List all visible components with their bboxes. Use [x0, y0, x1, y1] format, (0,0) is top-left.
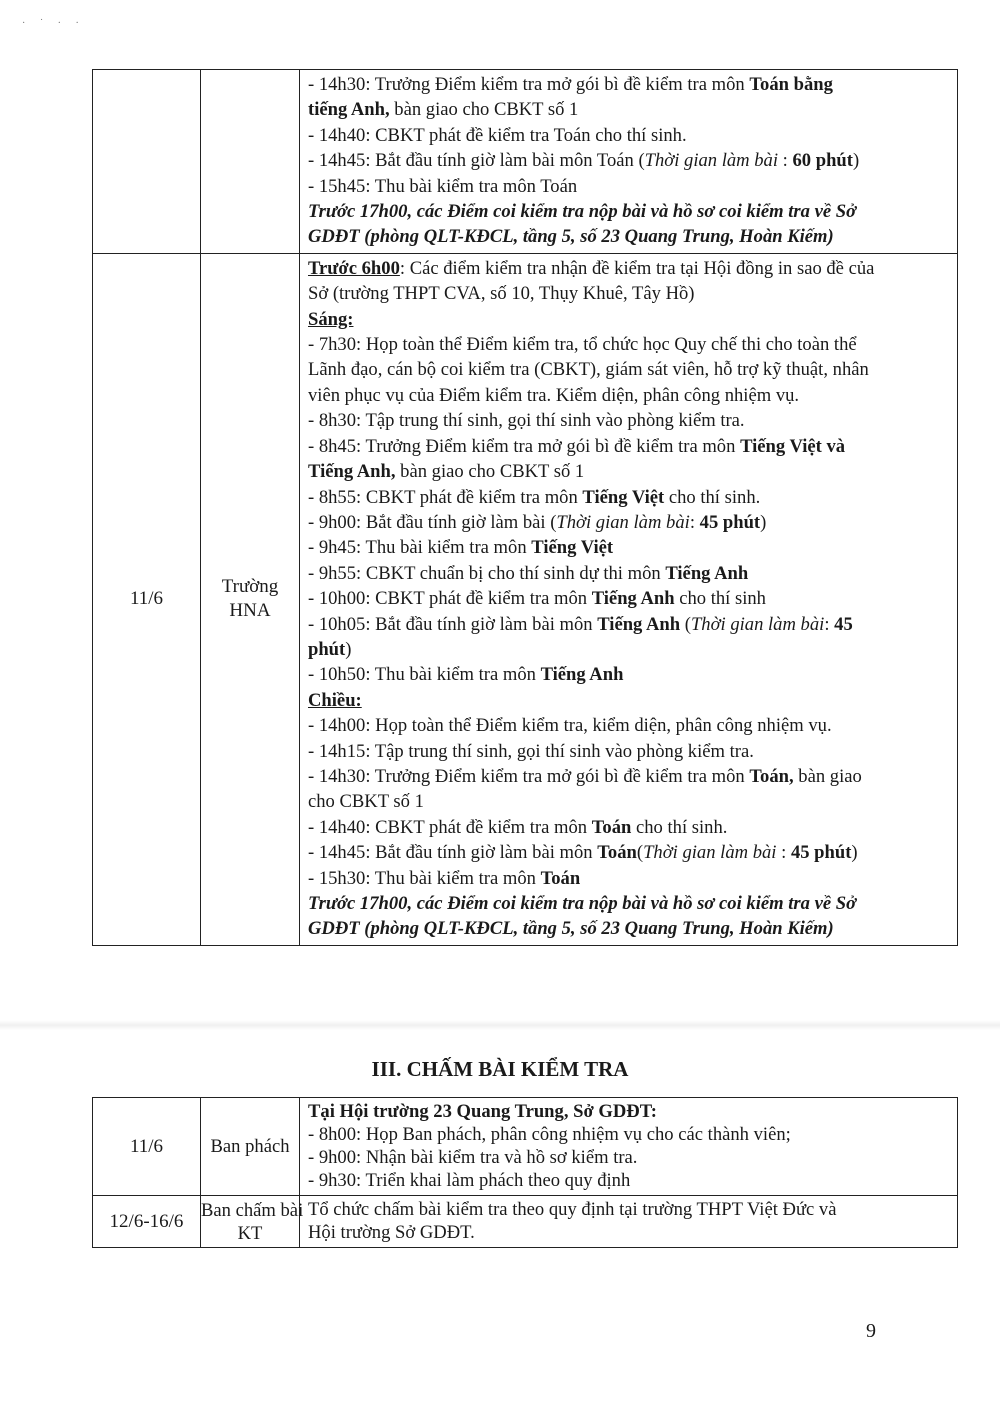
text-run: - 14h00: Họp toàn thể Điểm kiểm tra, kiểm diện, phân công nhiệm vụ. — [308, 715, 832, 737]
text-run: - 14h15: Tập trung thí sinh, gọi thí sinh vào phòng kiểm tra. — [308, 740, 754, 762]
text-run: Toán — [591, 816, 632, 838]
text-run: Lãnh đạo, cán bộ coi kiểm tra (CBKT), giám sát viên, hỗ trợ kỹ thuật, nhân — [308, 359, 869, 381]
table-row — [93, 1098, 958, 1196]
text-run: - 10h00: CBKT phát đề kiểm tra môn — [308, 588, 592, 610]
text-run: Toán bằng — [749, 74, 833, 95]
text-run: Thời gian làm bài — [644, 150, 779, 172]
content-line — [308, 256, 951, 281]
content-line — [308, 72, 951, 97]
table-row — [93, 1196, 958, 1248]
table-row — [93, 253, 958, 945]
place-cell — [201, 1196, 304, 1248]
text-run: - 10h05: Bắt đầu tính giờ làm bài môn — [308, 613, 598, 635]
text-run: cho thí sinh. — [664, 486, 761, 508]
text-run: - 14h40: CBKT phát đề kiểm tra môn — [308, 816, 592, 838]
text-run: Tiếng Anh, — [308, 461, 396, 483]
text-run: GDĐT (phòng QLT-KĐCL, tầng 5, số 23 Quang Trung, Hoàn Kiếm) — [308, 918, 834, 940]
text-run: - 14h40: CBKT phát đề kiểm tra Toán cho thí sinh. — [308, 124, 687, 146]
content-cell — [300, 253, 958, 945]
content-line — [308, 123, 951, 148]
content-line — [308, 408, 951, 433]
content-line — [308, 510, 951, 535]
date-cell: 11/6 — [93, 253, 201, 945]
text-run: Tiếng Anh — [597, 613, 681, 635]
text-run: Chiều: — [308, 689, 362, 711]
text-run: ) — [760, 511, 767, 533]
content-line — [308, 789, 951, 814]
content-line — [308, 1169, 951, 1192]
text-run: 45 phút — [790, 842, 852, 864]
text-run: - 8h45: Trưởng Điểm kiểm tra mở gói bì đề kiểm tra môn — [308, 435, 741, 457]
text-run: Tiếng Anh — [665, 562, 749, 584]
text-run: ( — [636, 842, 644, 864]
text-run: - 14h30: Trưởng Điểm kiểm tra mở gói bì đề kiểm tra môn — [308, 765, 750, 787]
text-run: Thời gian làm bài — [556, 511, 690, 533]
content-line — [308, 1221, 951, 1244]
scan-shading — [0, 1020, 1000, 1030]
content-cell — [300, 1098, 958, 1196]
content-line — [308, 612, 951, 637]
text-run: 45 — [834, 613, 853, 635]
content-line — [308, 713, 951, 738]
text-run: cho CBKT số 1 — [308, 791, 424, 813]
content-line — [308, 840, 951, 865]
text-run: Tổ chức chấm bài kiểm tra theo quy định tại trường THPT Việt Đức và — [308, 1199, 837, 1220]
text-run: phút — [308, 638, 346, 660]
text-run: - 15h30: Thu bài kiểm tra môn — [308, 867, 541, 889]
content-line — [308, 815, 951, 840]
text-run: - 8h55: CBKT phát đề kiểm tra môn — [308, 486, 583, 508]
content-line — [308, 199, 951, 224]
text-run: Sở (trường THPT CVA, số 10, Thụy Khuê, Tây Hồ) — [308, 283, 695, 305]
text-run: : — [689, 511, 700, 533]
text-run: Thời gian làm bài — [690, 613, 825, 635]
text-run: Tiếng Việt — [582, 486, 665, 508]
text-run: cho thí sinh. — [631, 816, 728, 838]
text-run: cho thí sinh — [674, 588, 766, 610]
text-run: Tiếng Việt và — [740, 435, 846, 457]
content-line — [308, 637, 951, 662]
text-run: GDĐT (phòng QLT-KĐCL, tầng 5, số 23 Quang Trung, Hoàn Kiếm) — [308, 226, 834, 248]
content-line — [308, 688, 951, 713]
date-cell — [93, 70, 201, 254]
content-line — [308, 224, 951, 249]
content-line — [308, 866, 951, 891]
content-line — [308, 1123, 951, 1146]
text-run: - 15h45: Thu bài kiểm tra môn Toán — [308, 175, 578, 197]
text-run: Tiếng Anh — [591, 588, 675, 610]
text-run: - 8h30: Tập trung thí sinh, gọi thí sinh vào phòng kiểm tra. — [308, 410, 745, 432]
text-run: - 14h45: Bắt đầu tính giờ làm bài môn Toán ( — [308, 150, 645, 172]
text-run: Toán — [597, 842, 637, 864]
text-run: viên phục vụ của Điểm kiểm tra. Kiểm diện, phân công nhiệm vụ. — [308, 384, 800, 406]
text-run: bàn giao cho CBKT số 1 — [395, 461, 585, 483]
text-run: - 9h00: Nhận bài kiểm tra và hồ sơ kiểm tra. — [308, 1147, 638, 1168]
place-cell — [201, 253, 300, 945]
content-line — [308, 97, 951, 122]
content-cell — [300, 70, 958, 254]
text-run: Sáng: — [308, 308, 354, 330]
place-line: Ban chấm bài — [201, 1199, 304, 1221]
content-line — [308, 307, 951, 332]
content-line — [308, 1146, 951, 1169]
content-line — [308, 357, 951, 382]
content-line — [308, 459, 951, 484]
place-line: KT — [237, 1222, 263, 1244]
content-line — [308, 739, 951, 764]
section-heading: III. CHẤM BÀI KIỂM TRA — [371, 1057, 629, 1081]
text-run: Trước 17h00, các Điểm coi kiểm tra nộp bài và hồ sơ coi kiểm tra về Sở — [308, 201, 857, 223]
content-line — [308, 1100, 951, 1123]
place-cell — [201, 70, 300, 254]
text-run: 45 phút — [699, 511, 761, 533]
text-run: - 9h30: Triển khai làm phách theo quy định — [308, 1170, 631, 1191]
content-line — [308, 662, 951, 687]
content-line — [308, 148, 951, 173]
text-run: - 8h00: Họp Ban phách, phân công nhiệm vụ cho các thành viên; — [308, 1124, 791, 1145]
scan-specks: · ˙ · · — [22, 18, 85, 29]
text-run: tiếng Anh, — [308, 99, 390, 121]
text-run: ) — [851, 842, 858, 864]
content-line — [308, 434, 951, 459]
content-line — [308, 561, 951, 586]
schedule-table-exam — [92, 69, 958, 946]
text-run: - 7h30: Họp toàn thể Điểm kiểm tra, tổ chức học Quy chế thi cho toàn thể — [308, 334, 857, 356]
text-run: Trước 17h00, các Điểm coi kiểm tra nộp bài và hồ sơ coi kiểm tra về Sở — [308, 893, 857, 914]
text-run: - 10h50: Thu bài kiểm tra môn — [308, 664, 541, 686]
text-run: Tại Hội trường 23 Quang Trung, Sở GDĐT: — [308, 1101, 657, 1122]
text-run: ) — [852, 150, 860, 172]
text-run: : — [778, 150, 793, 172]
text-run: - 9h00: Bắt đầu tính giờ làm bài ( — [308, 511, 557, 533]
text-run: Hội trường Sở GDĐT. — [308, 1222, 475, 1243]
content-line — [308, 1198, 951, 1221]
text-run: ( — [680, 613, 691, 635]
text-run: Thời gian làm bài — [643, 842, 777, 864]
text-run: Toán — [540, 867, 581, 889]
content-line — [308, 891, 951, 916]
text-run: bàn giao — [793, 765, 862, 787]
content-line — [308, 764, 951, 789]
content-line — [308, 383, 951, 408]
place-line: Trường — [221, 576, 279, 598]
content-line — [308, 332, 951, 357]
text-run: ) — [345, 638, 352, 660]
text-run: : — [776, 842, 791, 864]
table-row — [93, 70, 958, 254]
schedule-table-grading — [92, 1097, 958, 1248]
content-cell — [300, 1196, 958, 1248]
place-cell: Ban phách — [201, 1098, 300, 1196]
text-run: Tiếng Việt — [531, 537, 614, 559]
text-run: Trước 6h00 — [308, 257, 400, 279]
text-run: Tiếng Anh — [540, 664, 624, 686]
text-run: : Các điểm kiểm tra nhận đề kiểm tra tại Hội đồng in sao đề của — [399, 257, 875, 279]
date-cell: 12/6-16/6 — [93, 1196, 201, 1248]
content-line — [308, 174, 951, 199]
content-line — [308, 916, 951, 941]
place-line: HNA — [229, 600, 271, 622]
date-cell: 11/6 — [93, 1098, 201, 1196]
text-run: Toán, — [749, 765, 794, 787]
content-line — [308, 586, 951, 611]
text-run: - 14h45: Bắt đầu tính giờ làm bài môn — [308, 842, 598, 864]
text-run: 60 phút — [792, 150, 853, 172]
content-line — [308, 535, 951, 560]
text-run: bàn giao cho CBKT số 1 — [389, 99, 579, 121]
text-run: : — [824, 613, 835, 635]
content-line — [308, 281, 951, 306]
text-run: - 14h30: Trưởng Điểm kiểm tra mở gói bì đề kiểm tra môn — [308, 74, 750, 95]
content-line — [308, 485, 951, 510]
text-run: - 9h45: Thu bài kiểm tra môn — [308, 537, 532, 559]
page-number: 9 — [866, 1320, 876, 1342]
text-run: - 9h55: CBKT chuẩn bị cho thí sinh dự thi môn — [308, 562, 666, 584]
